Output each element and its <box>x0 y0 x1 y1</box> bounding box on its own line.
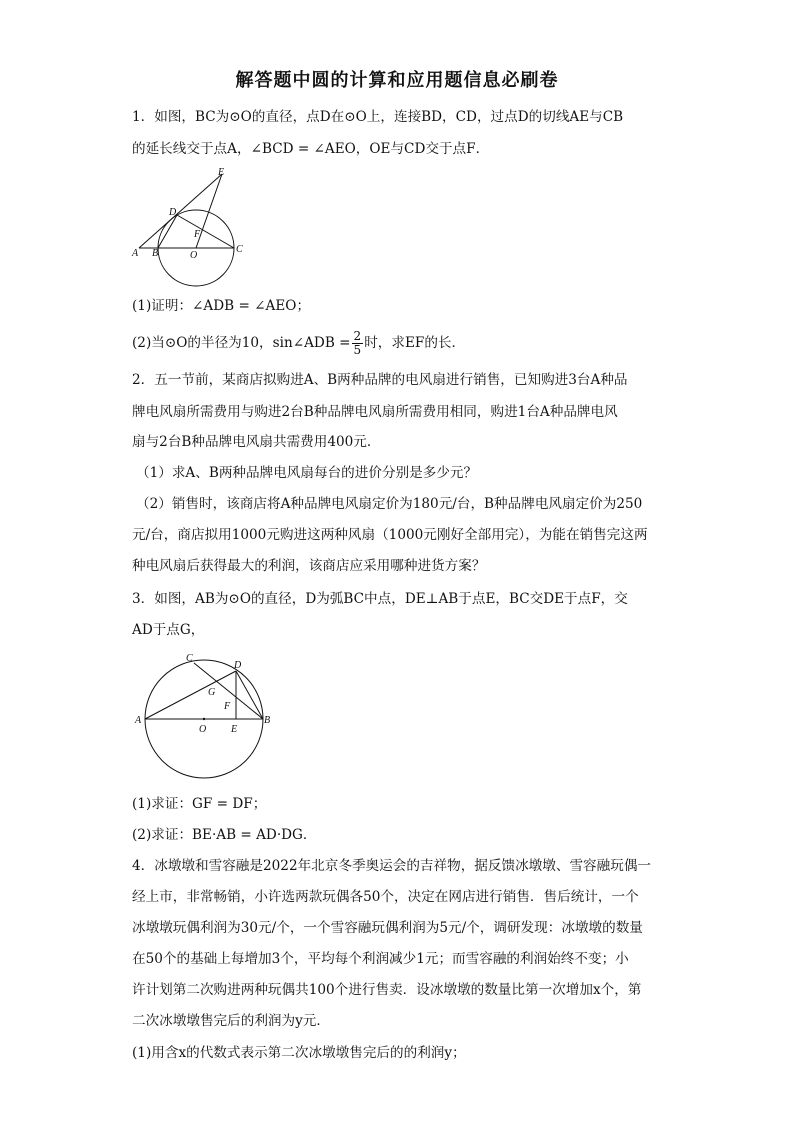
q1-part-2 <box>132 330 465 357</box>
q1-label-c: C <box>236 244 243 255</box>
q1-line-1: 1．如图，BC为⊙O的直径，点D在⊙O上，连接BD，CD，过点D的切线AE与CB <box>132 109 624 125</box>
q3-figure <box>130 648 280 784</box>
q4-line-4: 在50个的基础上每增加3个，平均每个利润减少1元；而雪容融的利润始终不变；小 <box>132 951 629 967</box>
q2-part-1: （1）求A、B两种品牌电风扇每台的进价分别是多少元？ <box>136 465 478 481</box>
q1-part-2-text-a: (2)当⊙O的半径为10，sin∠ADB = <box>132 335 351 351</box>
fraction <box>352 330 364 357</box>
q1-label-d: D <box>169 207 177 218</box>
q1-label-f: F <box>194 229 201 240</box>
q1-line-2: 的延长线交于点A，∠BCD = ∠AEO，OE与CD交于点F． <box>132 141 490 157</box>
q2-part-2-line-1: （2）销售时，该商店将A种品牌电风扇定价为180元/台，B种品牌电风扇定价为250 <box>136 496 643 512</box>
q1-label-e: E <box>218 167 225 178</box>
q4-line-2: 经上市，非常畅销，小许选两款玩偶各50个，决定在网店进行销售．售后统计，一个 <box>132 889 639 905</box>
q3-line-1: 3．如图，AB为⊙O的直径，D为弧BC中点，DE⊥AB于点E，BC交DE于点F，交 <box>132 591 628 607</box>
q3-part-2: (2)求证：BE·AB = AD·DG． <box>132 827 317 843</box>
q2-part-2-line-3: 种电风扇后获得最大的利润，该商店应采用哪种进货方案？ <box>132 558 486 574</box>
q2-line-3: 扇与2台B种品牌电风扇共需费用400元． <box>132 434 381 450</box>
q4-line-6: 二次冰墩墩售完后的利润为y元． <box>132 1013 330 1029</box>
q3-line-2: AD于点G， <box>132 622 205 638</box>
q1-label-b: B <box>152 248 159 259</box>
q1-label-o: O <box>190 250 198 261</box>
q3-label-a: A <box>135 715 142 726</box>
q3-label-e: E <box>231 724 238 735</box>
q2-line-2: 牌电风扇所需费用与购进2台B种品牌电风扇所需费用相同，购进1台A种品牌电风 <box>132 404 618 420</box>
q2-part-2-line-2: 元/台，商店拟用1000元购进这两种风扇（1000元刚好全部用完），为能在销售完这两 <box>132 527 648 543</box>
page-title: 解答题中圆的计算和应用题信息必刷卷 <box>235 70 559 91</box>
q3-label-d: D <box>234 660 242 671</box>
q3-label-o: O <box>199 724 207 735</box>
fraction-numerator: 2 <box>353 329 362 343</box>
q4-part-1: (1)用含x的代数式表示第二次冰墩墩售完后的的利润y； <box>132 1045 466 1061</box>
q2-line-1: 2．五一节前，某商店拟购进A、B两种品牌的电风扇进行销售，已知购进3台A种品 <box>132 372 628 388</box>
q1-part-2-text-b: 时，求EF的长． <box>364 335 466 351</box>
q1-part-1: (1)证明：∠ADB = ∠AEO； <box>132 298 311 314</box>
q4-line-3: 冰墩墩玩偶利润为30元/个，一个雪容融玩偶利润为5元/个，调研发现：冰墩墩的数量 <box>132 920 643 936</box>
q3-label-f: F <box>224 701 231 712</box>
q3-label-b: B <box>264 715 271 726</box>
q1-figure <box>128 164 260 288</box>
q4-line-5: 许计划第二次购进两种玩偶共100个进行售卖．设冰墩墩的数量比第一次增加x个，第 <box>132 982 642 998</box>
q1-label-a: A <box>132 248 139 259</box>
q3-label-g: G <box>208 687 216 698</box>
q4-line-1: 4．冰墩墩和雪容融是2022年北京冬季奥运会的吉祥物，据反馈冰墩墩、雪容融玩偶一 <box>132 858 652 874</box>
fraction-denominator: 5 <box>353 343 362 357</box>
q3-label-c: C <box>186 653 193 664</box>
q3-part-1: (1)求证：GF = DF； <box>132 796 267 812</box>
